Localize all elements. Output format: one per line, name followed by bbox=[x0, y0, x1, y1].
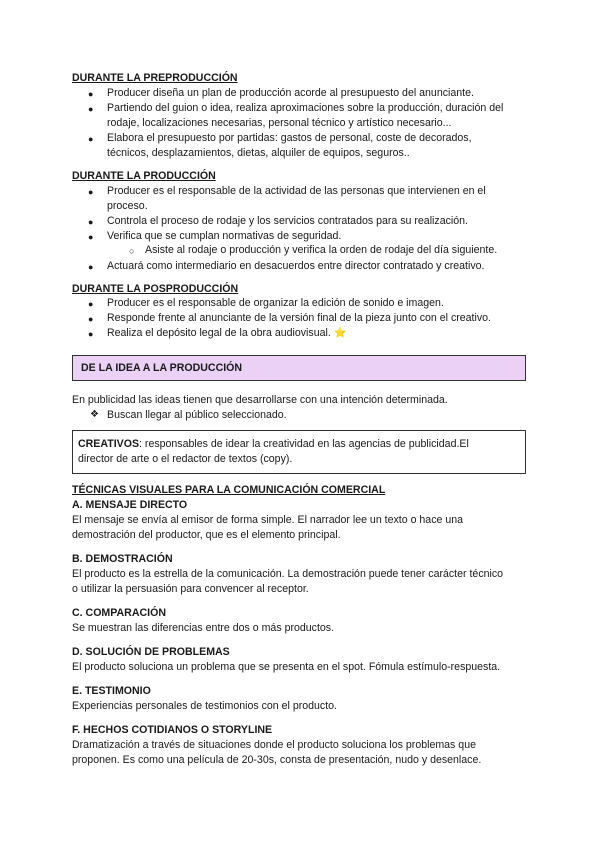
bullet-icon: ● bbox=[88, 262, 94, 272]
list-item: Elabora el presupuesto por partidas: gastos de personal, coste de decorados, bbox=[107, 132, 472, 144]
paragraph-line: o utilizar la persuasión para convencer al receptor. bbox=[72, 583, 309, 595]
list-item-continuation: proceso. bbox=[107, 200, 148, 212]
list-item bbox=[107, 326, 527, 341]
creativos-line-1: : responsables de idear la creatividad en las agencias de publicidad.El bbox=[139, 438, 469, 450]
heading-produccion: DURANTE LA PRODUCCIÓN bbox=[72, 170, 216, 182]
list-item-text: Realiza el depósito legal de la obra audiovisual. bbox=[107, 327, 331, 339]
creativos-box bbox=[72, 430, 526, 474]
bullet-icon: ● bbox=[88, 134, 94, 144]
paragraph-line: Dramatización a través de situaciones donde el producto soluciona los problemas que bbox=[72, 739, 476, 751]
list-item: Controla el proceso de rodaje y los servicios contratados para su realización. bbox=[107, 215, 468, 227]
section-title: B. DEMOSTRACIÓN bbox=[72, 553, 173, 565]
star-icon: ⭐ bbox=[333, 327, 347, 339]
section-title: D. SOLUCIÓN DE PROBLEMAS bbox=[72, 646, 230, 658]
heading-posproduccion: DURANTE LA POSPRODUCCIÓN bbox=[72, 283, 239, 295]
paragraph-line: El mensaje se envía al emisor de forma simple. El narrador lee un texto o hace una bbox=[72, 514, 463, 526]
list-item: Verifica que se cumplan normativas de seguridad. bbox=[107, 230, 342, 242]
list-item: Actuará como intermediario en desacuerdos entre director contratado y creativo. bbox=[107, 260, 485, 272]
section-title: A. MENSAJE DIRECTO bbox=[72, 499, 188, 511]
bullet-icon: ● bbox=[88, 89, 94, 99]
creativos-term: CREATIVOS bbox=[78, 438, 140, 450]
list-item-continuation: técnicos, desplazamientos, dietas, alquiler de equipos, seguros.. bbox=[107, 147, 410, 159]
list-item: Responde frente al anunciante de la versión final de la pieza junto con el creativo. bbox=[107, 312, 491, 324]
paragraph-line: Se muestran las diferencias entre dos o más productos. bbox=[72, 622, 335, 634]
paragraph-line: El producto soluciona un problema que se presenta en el spot. Fómula estímulo-respuesta. bbox=[72, 661, 501, 673]
sub-bullet-icon: ○ bbox=[129, 246, 135, 256]
creativos-text bbox=[78, 437, 522, 467]
paragraph-line: demostración del productor, que es el elemento principal. bbox=[72, 529, 341, 541]
list-item: Producer diseña un plan de producción acorde al presupuesto del anunciante. bbox=[107, 87, 474, 99]
paragraph-line: proponen. Es como una película de 20-30s, consta de presentación, nudo y desenlace. bbox=[72, 754, 482, 766]
creativos-line-2: director de arte o el redactor de textos (copy). bbox=[78, 453, 293, 465]
sub-list-item: Asiste al rodaje o producción y verifica la orden de rodaje del día siguiente. bbox=[145, 244, 498, 256]
list-item-continuation: rodaje, localizaciones necesarias, personal técnico y artístico necesario... bbox=[107, 117, 452, 129]
section-banner bbox=[72, 355, 526, 381]
section-title: F. HECHOS COTIDIANOS O STORYLINE bbox=[72, 724, 273, 736]
section-title: C. COMPARACIÓN bbox=[72, 607, 166, 619]
diamond-bullet-icon: ❖ bbox=[90, 409, 99, 420]
heading-tecnicas: TÉCNICAS VISUALES PARA LA COMUNICACIÓN COMERCIAL bbox=[72, 484, 386, 496]
banner-title: DE LA IDEA A LA PRODUCCIÓN bbox=[81, 362, 243, 374]
paragraph-line: El producto es la estrella de la comunicación. La demostración puede tener carácter técnico bbox=[72, 568, 504, 580]
bullet-icon: ● bbox=[88, 329, 94, 339]
heading-preproduccion: DURANTE LA PREPRODUCCIÓN bbox=[72, 72, 238, 84]
intro-paragraph: En publicidad las ideas tienen que desarrollarse con una intención determinada. bbox=[72, 394, 448, 406]
list-item: Producer es el responsable de la actividad de las personas que intervienen en el bbox=[107, 185, 486, 197]
list-item: Producer es el responsable de organizar la edición de sonido e imagen. bbox=[107, 297, 444, 309]
bullet-icon: ● bbox=[88, 232, 94, 242]
bullet-icon: ● bbox=[88, 104, 94, 114]
section-title: E. TESTIMONIO bbox=[72, 685, 151, 697]
intro-sub-item: Buscan llegar al público seleccionado. bbox=[107, 409, 287, 421]
bullet-icon: ● bbox=[88, 299, 94, 309]
list-item: Partiendo del guion o idea, realiza aproximaciones sobre la producción, duración del bbox=[107, 102, 504, 114]
paragraph-line: Experiencias personales de testimonios con el producto. bbox=[72, 700, 337, 712]
bullet-icon: ● bbox=[88, 217, 94, 227]
bullet-icon: ● bbox=[88, 314, 94, 324]
bullet-icon: ● bbox=[88, 187, 94, 197]
